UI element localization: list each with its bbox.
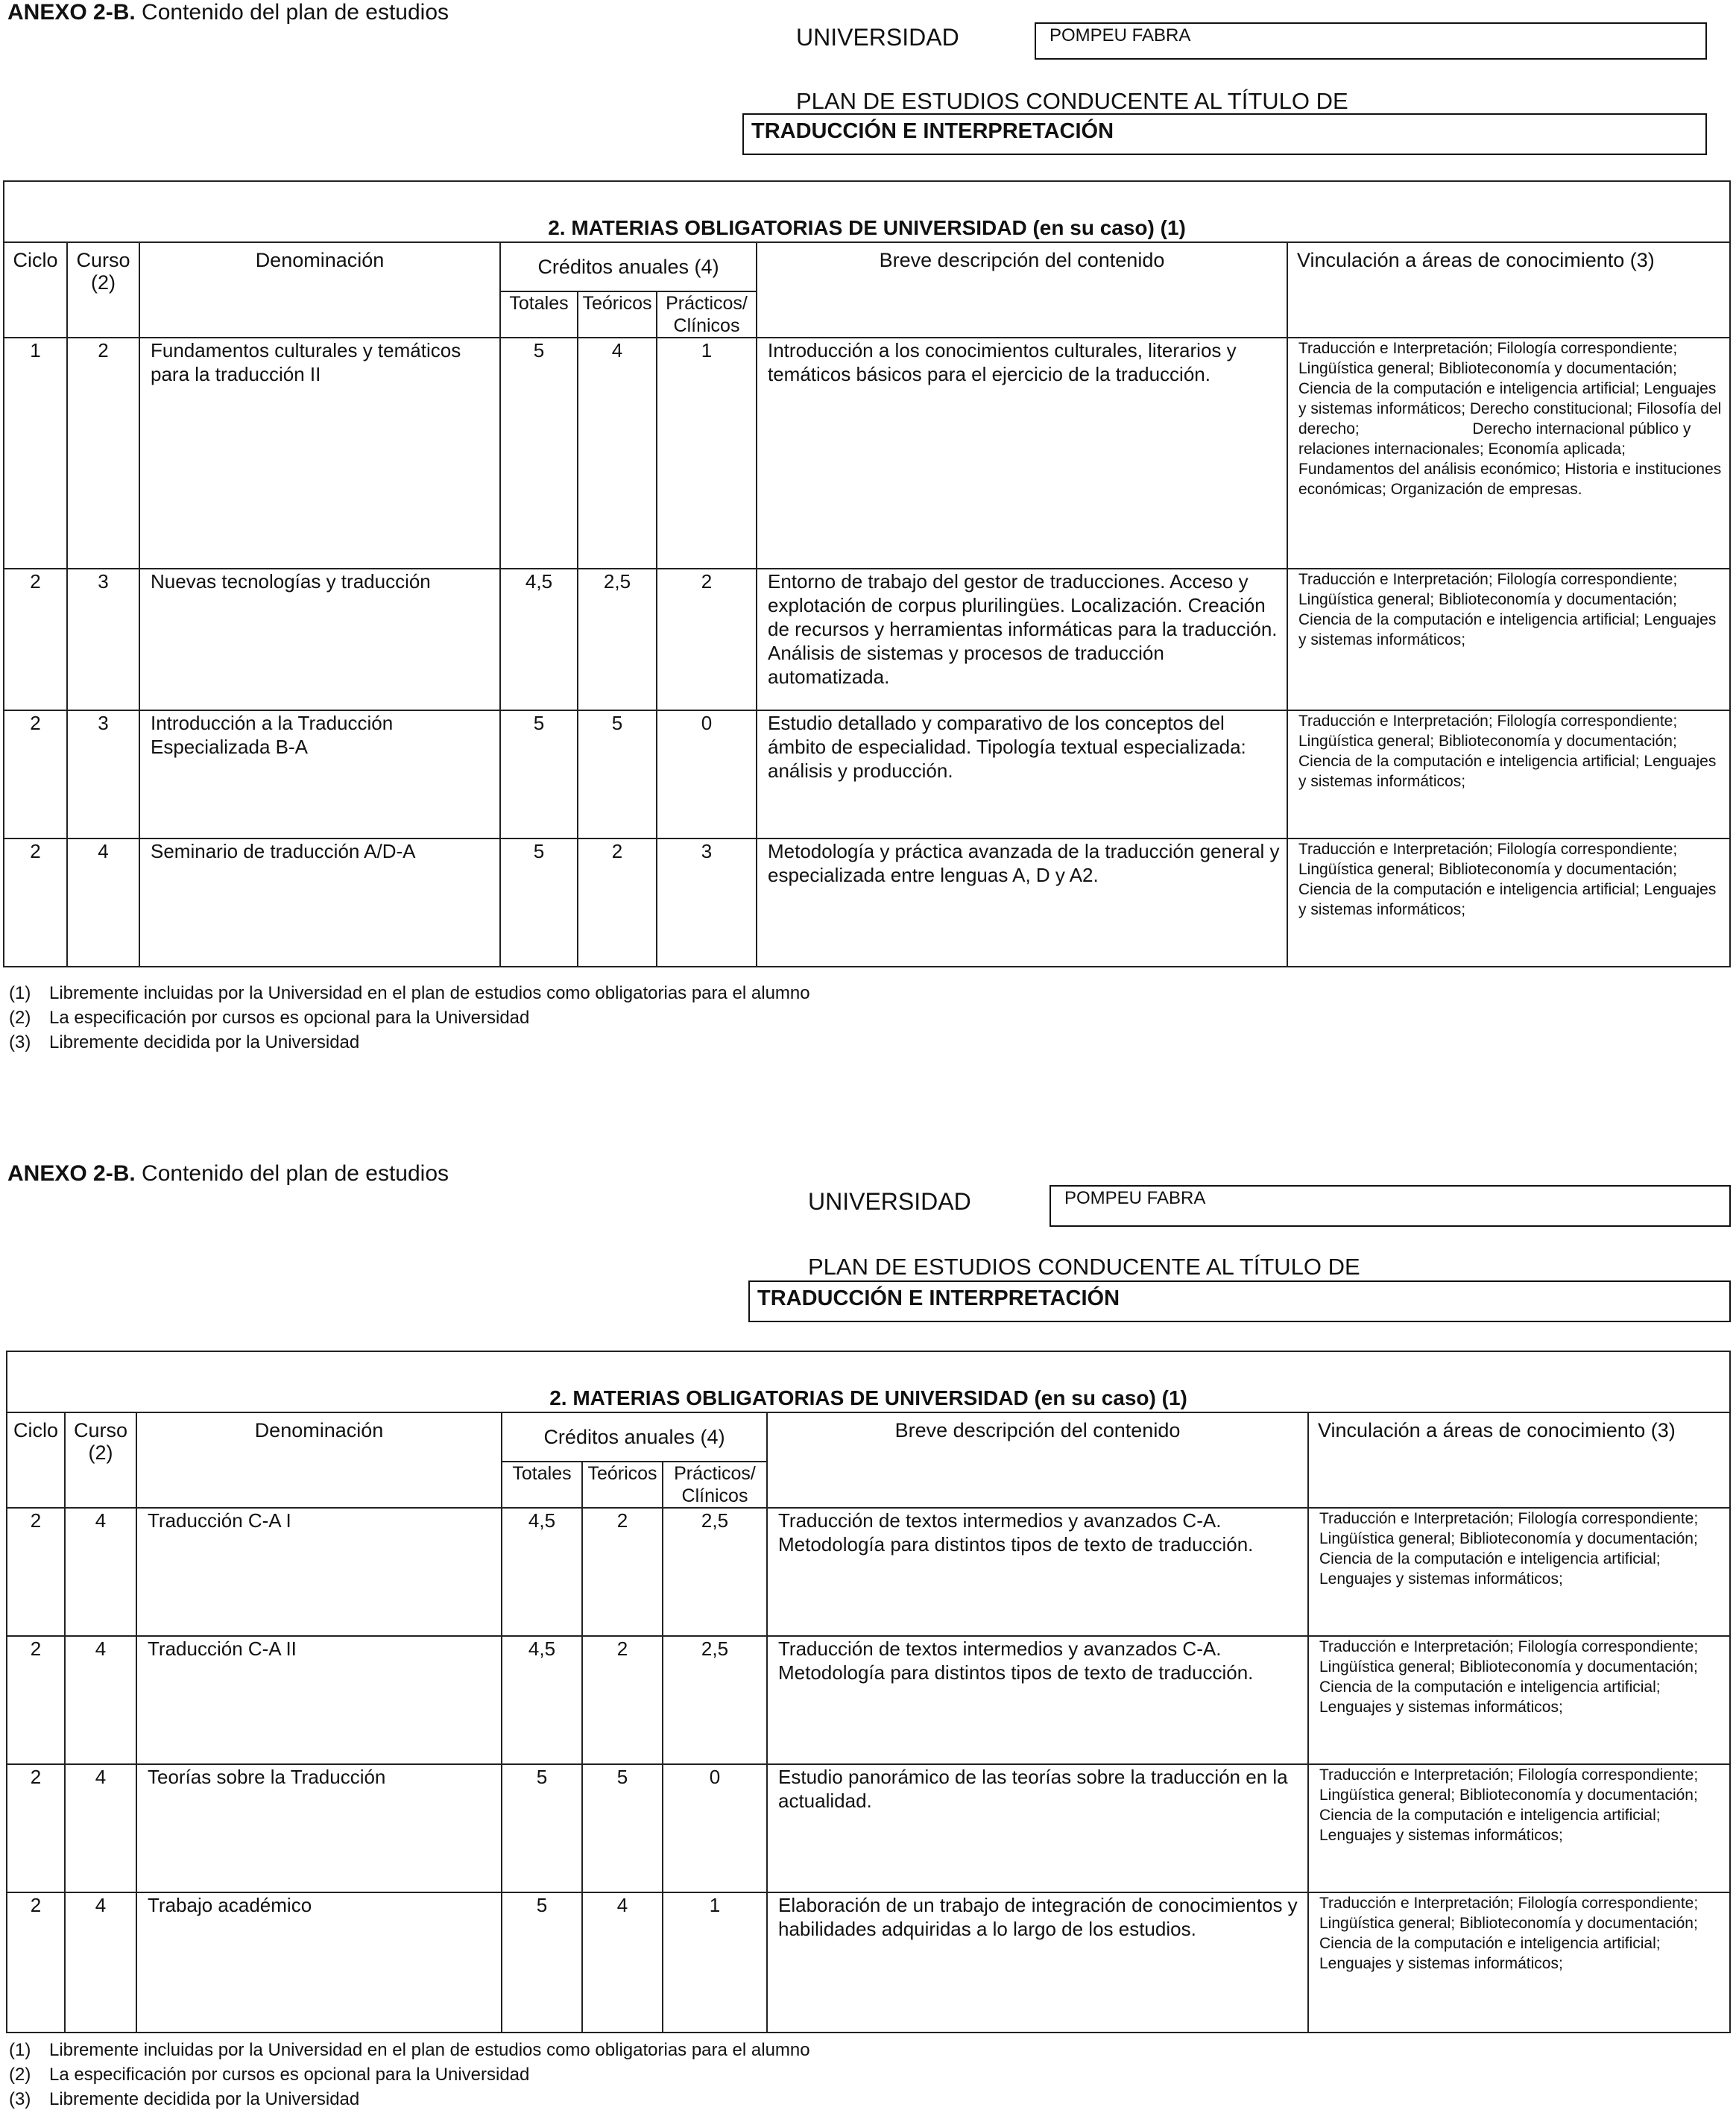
header-practicos: Prácticos/ Clínicos bbox=[663, 1462, 767, 1508]
cell-teoricos: 5 bbox=[578, 710, 657, 838]
cell-ciclo: 2 bbox=[7, 1636, 65, 1764]
header-descripcion: Breve descripción del contenido bbox=[767, 1412, 1308, 1508]
header-practicos: Prácticos/ Clínicos bbox=[657, 291, 757, 338]
cell-practicos: 0 bbox=[657, 710, 757, 838]
header-vinculacion: Vinculación a áreas de conocimiento (3) bbox=[1308, 1412, 1730, 1508]
cell-totales: 5 bbox=[500, 710, 578, 838]
footnote bbox=[9, 981, 810, 1005]
cell-totales: 5 bbox=[500, 338, 578, 569]
cell-denominacion: Fundamentos culturales y temáticos para la traducción II bbox=[139, 338, 500, 569]
cell-vinculacion: Traducción e Interpretación; Filología correspondiente; Lingüística general; Biblioteconomía y documentación; Ciencia de la computación e inteligencia artificial; Lenguajes y sistemas informáticos; bbox=[1287, 838, 1730, 967]
cell-ciclo: 1 bbox=[4, 338, 67, 569]
footnote-number: (2) bbox=[9, 1008, 31, 1028]
header-curso bbox=[65, 1412, 136, 1508]
header-teoricos: Teóricos bbox=[578, 291, 657, 338]
universidad-label: UNIVERSIDAD bbox=[796, 24, 959, 51]
table-row bbox=[4, 838, 1730, 967]
cell-teoricos: 2 bbox=[582, 1508, 663, 1636]
universidad-value: POMPEU FABRA bbox=[1064, 1188, 1206, 1208]
cell-descripcion: Estudio panorámico de las teorías sobre la traducción en la actualidad. bbox=[767, 1764, 1308, 1892]
cell-descripcion: Entorno de trabajo del gestor de traducciones. Acceso y explotación de corpus plurilingües. Localización. Creación de recursos y herramientas informáticas para la traducción. Análisis de sistemas y procesos de traducción automatizada. bbox=[757, 569, 1287, 710]
cell-ciclo: 2 bbox=[7, 1764, 65, 1892]
cell-curso: 2 bbox=[67, 338, 139, 569]
cell-practicos: 1 bbox=[657, 338, 757, 569]
cell-totales: 4,5 bbox=[502, 1636, 582, 1764]
cell-practicos: 2 bbox=[657, 569, 757, 710]
table-row bbox=[4, 569, 1730, 710]
titulo-field bbox=[748, 1280, 1731, 1322]
cell-vinculacion: Traducción e Interpretación; Filología correspondiente; Lingüística general; Biblioteconomía y documentación; Ciencia de la computación e inteligencia artificial; Lenguajes y sistemas informáticos; bbox=[1287, 569, 1730, 710]
cell-curso: 3 bbox=[67, 710, 139, 838]
cell-totales: 5 bbox=[502, 1764, 582, 1892]
header-curso bbox=[67, 242, 139, 338]
titulo-value: TRADUCCIÓN E INTERPRETACIÓN bbox=[751, 119, 1114, 143]
footnote-text: Libremente incluidas por la Universidad en el plan de estudios como obligatorias para el alumno bbox=[49, 2040, 810, 2060]
universidad-value: POMPEU FABRA bbox=[1050, 25, 1191, 45]
footnote-number: (1) bbox=[9, 983, 31, 1003]
cell-practicos: 3 bbox=[657, 838, 757, 967]
header-creditos: Créditos anuales (4) bbox=[500, 242, 757, 291]
footnote-number: (3) bbox=[9, 2089, 31, 2109]
cell-curso: 4 bbox=[65, 1764, 136, 1892]
table-row bbox=[7, 1508, 1730, 1636]
header-creditos: Créditos anuales (4) bbox=[502, 1412, 767, 1462]
header-ciclo: Ciclo bbox=[7, 1412, 65, 1508]
footnote-number: (2) bbox=[9, 2065, 31, 2085]
cell-totales: 5 bbox=[500, 838, 578, 967]
cell-denominacion: Teorías sobre la Traducción bbox=[136, 1764, 502, 1892]
anexo-title: Contenido del plan de estudios bbox=[135, 1161, 449, 1186]
cell-vinculacion: Traducción e Interpretación; Filología correspondiente; Lingüística general; Biblioteconomía y documentación; Ciencia de la computación e inteligencia artificial; Lenguajes y sistemas informáticos; bbox=[1308, 1636, 1730, 1764]
universidad-field bbox=[1035, 22, 1707, 60]
footnote-text: Libremente decidida por la Universidad bbox=[49, 1032, 360, 1052]
cell-curso: 4 bbox=[65, 1508, 136, 1636]
header-denominacion: Denominación bbox=[136, 1412, 502, 1508]
cell-practicos: 2,5 bbox=[663, 1636, 767, 1764]
table-row bbox=[7, 1892, 1730, 2033]
materias-table bbox=[6, 1351, 1731, 2033]
header-curso-text: Curso (2) bbox=[73, 1419, 128, 1464]
cell-denominacion: Seminario de traducción A/D-A bbox=[139, 838, 500, 967]
titulo-value: TRADUCCIÓN E INTERPRETACIÓN bbox=[757, 1286, 1120, 1310]
cell-descripcion: Introducción a los conocimientos culturales, literarios y temáticos básicos para el ejercicio de la traducción. bbox=[757, 338, 1287, 569]
footnote bbox=[9, 2038, 810, 2062]
table-row bbox=[4, 710, 1730, 838]
plan-label: PLAN DE ESTUDIOS CONDUCENTE AL TÍTULO DE bbox=[796, 88, 1348, 114]
cell-curso: 3 bbox=[67, 569, 139, 710]
cell-vinculacion: Traducción e Interpretación; Filología correspondiente; Lingüística general; Biblioteconomía y documentación; Ciencia de la computación e inteligencia artificial; Lenguajes y sistemas informáticos; bbox=[1308, 1892, 1730, 2033]
materias-table bbox=[3, 180, 1731, 967]
titulo-field bbox=[742, 113, 1707, 155]
cell-ciclo: 2 bbox=[7, 1508, 65, 1636]
footnote-number: (3) bbox=[9, 1032, 31, 1052]
cell-practicos: 2,5 bbox=[663, 1508, 767, 1636]
cell-ciclo: 2 bbox=[4, 710, 67, 838]
footnote-text: La especificación por cursos es opcional para la Universidad bbox=[49, 2065, 530, 2085]
cell-practicos: 0 bbox=[663, 1764, 767, 1892]
header-ciclo: Ciclo bbox=[4, 242, 67, 338]
cell-curso: 4 bbox=[65, 1892, 136, 2033]
cell-descripcion: Elaboración de un trabajo de integración de conocimientos y habilidades adquiridas a lo largo de los estudios. bbox=[767, 1892, 1308, 2033]
cell-teoricos: 4 bbox=[578, 338, 657, 569]
cell-teoricos: 4 bbox=[582, 1892, 663, 2033]
header-totales: Totales bbox=[502, 1462, 582, 1508]
header-totales: Totales bbox=[500, 291, 578, 338]
cell-ciclo: 2 bbox=[7, 1892, 65, 2033]
cell-vinculacion: Traducción e Interpretación; Filología correspondiente; Lingüística general; Biblioteconomía y documentación; Ciencia de la computación e inteligencia artificial; Lenguajes y sistemas informáticos; Derecho constitucional; Filosofía del derecho; Derecho internacional público y relaciones internacionales; Economía aplicada; Fundamentos del análisis económico; Historia e instituciones económicas; Organización de empresas. bbox=[1287, 338, 1730, 569]
cell-curso: 4 bbox=[65, 1636, 136, 1764]
cell-ciclo: 2 bbox=[4, 569, 67, 710]
cell-totales: 5 bbox=[502, 1892, 582, 2033]
universidad-field bbox=[1050, 1185, 1731, 1227]
cell-descripcion: Metodología y práctica avanzada de la traducción general y especializada entre lenguas A, D y A2. bbox=[757, 838, 1287, 967]
cell-denominacion: Trabajo académico bbox=[136, 1892, 502, 2033]
anexo-label: ANEXO 2-B. bbox=[7, 1161, 136, 1186]
cell-vinculacion: Traducción e Interpretación; Filología correspondiente; Lingüística general; Biblioteconomía y documentación; Ciencia de la computación e inteligencia artificial; Lenguajes y sistemas informáticos; bbox=[1308, 1764, 1730, 1892]
cell-vinculacion: Traducción e Interpretación; Filología correspondiente; Lingüística general; Biblioteconomía y documentación; Ciencia de la computación e inteligencia artificial; Lenguajes y sistemas informáticos; bbox=[1287, 710, 1730, 838]
anexo-heading bbox=[7, 0, 449, 25]
footnote bbox=[9, 2062, 810, 2087]
table-row bbox=[7, 1764, 1730, 1892]
footnote-number: (1) bbox=[9, 2040, 31, 2060]
cell-vinculacion: Traducción e Interpretación; Filología correspondiente; Lingüística general; Biblioteconomía y documentación; Ciencia de la computación e inteligencia artificial; Lenguajes y sistemas informáticos; bbox=[1308, 1508, 1730, 1636]
footnote-text: La especificación por cursos es opcional para la Universidad bbox=[49, 1008, 530, 1028]
cell-denominacion: Introducción a la Traducción Especializada B-A bbox=[139, 710, 500, 838]
footnote bbox=[9, 1005, 810, 1030]
cell-descripcion: Traducción de textos intermedios y avanzados C-A. Metodología para distintos tipos de texto de traducción. bbox=[767, 1636, 1308, 1764]
plan-label: PLAN DE ESTUDIOS CONDUCENTE AL TÍTULO DE bbox=[808, 1254, 1360, 1280]
cell-teoricos: 2,5 bbox=[578, 569, 657, 710]
header-curso-text: Curso (2) bbox=[76, 249, 130, 294]
table-title: 2. MATERIAS OBLIGATORIAS DE UNIVERSIDAD (en su caso) (1) bbox=[4, 181, 1730, 242]
footnotes bbox=[9, 2038, 810, 2112]
anexo-label: ANEXO 2-B. bbox=[7, 0, 136, 25]
table-row bbox=[4, 338, 1730, 569]
cell-totales: 4,5 bbox=[500, 569, 578, 710]
universidad-label: UNIVERSIDAD bbox=[808, 1188, 971, 1215]
cell-practicos: 1 bbox=[663, 1892, 767, 2033]
anexo-title: Contenido del plan de estudios bbox=[135, 0, 449, 25]
cell-denominacion: Nuevas tecnologías y traducción bbox=[139, 569, 500, 710]
footnote bbox=[9, 2087, 810, 2112]
cell-denominacion: Traducción C-A II bbox=[136, 1636, 502, 1764]
cell-ciclo: 2 bbox=[4, 838, 67, 967]
cell-denominacion: Traducción C-A I bbox=[136, 1508, 502, 1636]
footnote-text: Libremente incluidas por la Universidad en el plan de estudios como obligatorias para el alumno bbox=[49, 983, 810, 1003]
cell-curso: 4 bbox=[67, 838, 139, 967]
footnote-text: Libremente decidida por la Universidad bbox=[49, 2089, 360, 2109]
cell-totales: 4,5 bbox=[502, 1508, 582, 1636]
cell-teoricos: 5 bbox=[582, 1764, 663, 1892]
header-denominacion: Denominación bbox=[139, 242, 500, 338]
cell-descripcion: Estudio detallado y comparativo de los conceptos del ámbito de especialidad. Tipología textual especializada: análisis y producción. bbox=[757, 710, 1287, 838]
table-row bbox=[7, 1636, 1730, 1764]
header-vinculacion: Vinculación a áreas de conocimiento (3) bbox=[1287, 242, 1730, 338]
footnote bbox=[9, 1030, 810, 1055]
cell-teoricos: 2 bbox=[582, 1636, 663, 1764]
cell-teoricos: 2 bbox=[578, 838, 657, 967]
footnotes bbox=[9, 981, 810, 1055]
cell-descripcion: Traducción de textos intermedios y avanzados C-A. Metodología para distintos tipos de texto de traducción. bbox=[767, 1508, 1308, 1636]
anexo-heading bbox=[7, 1161, 449, 1187]
header-teoricos: Teóricos bbox=[582, 1462, 663, 1508]
table-title: 2. MATERIAS OBLIGATORIAS DE UNIVERSIDAD (en su caso) (1) bbox=[7, 1351, 1730, 1412]
header-descripcion: Breve descripción del contenido bbox=[757, 242, 1287, 338]
